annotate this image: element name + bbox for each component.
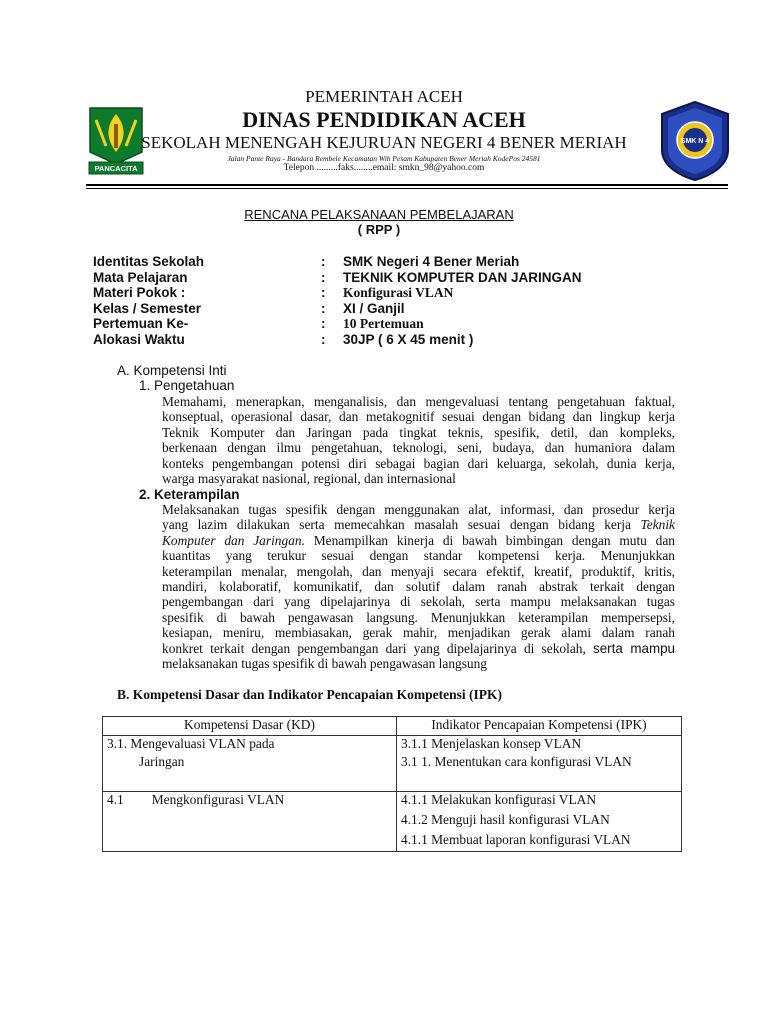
kd-number: 4.1: [107, 792, 124, 807]
identity-value: XI / Ganjil: [343, 301, 405, 316]
text-fragment: yang lazim dilakukan serta memecahkan masalah sesuai dengan bidang kerja: [162, 517, 641, 533]
text-line: Teknik Komputer dan Jaringan pada tingkat teknis, spesifik, detil, dan kompleks,: [162, 424, 675, 440]
identity-row: [93, 270, 693, 286]
identity-row: [93, 285, 693, 301]
ipk-text: 4.1.1 Membuat laporan konfigurasi VLAN: [401, 832, 631, 847]
identity-colon: :: [321, 254, 326, 269]
text-line: [162, 517, 675, 532]
text-line: spesifik di bawah pengawasan langsung. Menunjukkan keterampilan mempersepsi,: [162, 609, 675, 625]
table-header: Indikator Pencapaian Kompetensi (IPK): [397, 717, 682, 736]
identity-colon: :: [321, 285, 326, 300]
identity-colon: :: [321, 270, 326, 285]
table-cell-ipk: [397, 736, 682, 792]
identity-label: Alokasi Waktu: [93, 332, 185, 347]
identity-colon: :: [321, 332, 326, 347]
identity-row: [93, 316, 693, 332]
subsection-pengetahuan-heading: 1. Pengetahuan: [139, 378, 235, 393]
identity-value: 30JP ( 6 X 45 menit ): [343, 332, 474, 347]
ipk-text: 4.1.1 Melakukan konfigurasi VLAN: [401, 792, 597, 807]
kd-ipk-table: [102, 716, 682, 852]
text-fragment: Menampilkan kinerja di bawah bimbingan dengan mutu dan: [304, 532, 675, 548]
identity-value: Konfigurasi VLAN: [343, 285, 454, 300]
table-row: [103, 736, 682, 792]
letterhead-school: SEKOLAH MENENGAH KEJURUAN NEGERI 4 BENER MERIAH: [141, 133, 627, 152]
doc-subtitle: ( RPP ): [357, 222, 401, 237]
identity-colon: :: [321, 316, 326, 331]
table-header: Kompetensi Dasar (KD): [103, 717, 397, 736]
right-logo-text: SMK N 4: [680, 138, 710, 145]
identity-row: [93, 254, 693, 270]
text-line: kesiapan, meniru, membiasakan, gerak mahir, menjadikan gerak alami dalam ranah: [162, 625, 675, 641]
identity-label: Mata Pelajaran: [93, 270, 188, 285]
ipk-text: 3.1 1. Menentukan cara konfigurasi VLAN: [401, 754, 632, 769]
paragraph-pengetahuan: [162, 394, 675, 486]
text-line: Memahami, menerapkan, menganalisis, dan mengevaluasi tentang pengetahuan faktual,: [162, 394, 675, 409]
identity-row: [93, 332, 693, 348]
ipk-text: 4.1.2 Menguji hasil konfigurasi VLAN: [401, 812, 610, 827]
text-line: berkenaan dengan ilmu pengetahuan, teknologi, seni, budaya, dan humaniora dalam: [162, 440, 675, 456]
identity-label: Materi Pokok :: [93, 285, 186, 300]
identity-value: TEKNIK KOMPUTER DAN JARINGAN: [343, 270, 582, 285]
letterhead-rule-thick: [86, 184, 728, 186]
text-line: warga masyarakat nasional, regional, dan internasional: [162, 470, 456, 486]
text-line: kuantitas yang terukur sesuai dengan standar kompetensi kerja. Menunjukkan: [162, 548, 675, 564]
text-line: keterampilan menalar, mengolah, dan menyaji secara efektif, kreatif, produktif, kritis,: [162, 563, 675, 579]
kd-text: Jaringan: [139, 754, 185, 769]
section-b-heading: B. Kompetensi Dasar dan Indikator Pencapaian Kompetensi (IPK): [117, 687, 503, 702]
text-line: melaksanakan tugas spesifik di bawah pengawasan langsung: [162, 655, 488, 671]
paragraph-keterampilan: [162, 502, 675, 671]
identity-label: Identitas Sekolah: [93, 254, 205, 269]
text-line: konseptual, operasional dasar, dan metakognitif sesuai dengan bidang dan lingkup kerja: [162, 409, 675, 425]
table-cell-ipk: [397, 792, 682, 852]
table-row: [103, 792, 682, 852]
identity-value: 10 Pertemuan: [343, 316, 424, 331]
kd-text: Mengkonfigurasi VLAN: [151, 792, 285, 807]
identity-label: Kelas / Semester: [93, 301, 202, 316]
text-fragment: serta mampu: [593, 640, 676, 656]
left-logo-text: PANCACITA: [94, 164, 138, 173]
text-line: [162, 641, 675, 656]
text-line: mandiri, kolaboratif, komunikatif, dan solutif dalam ranah abstrak terkait dengan: [162, 578, 675, 594]
text-fragment: konkret terkait dengan pengembangan dari yang dipelajarinya di sekolah,: [162, 640, 594, 656]
ipk-text: 3.1.1 Menjelaskan konsep VLAN: [401, 736, 582, 751]
table-cell-kd: [103, 792, 397, 852]
identity-row: [93, 301, 693, 317]
identity-label: Pertemuan Ke-: [93, 316, 189, 331]
kd-text: 3.1. Mengevaluasi VLAN pada: [107, 736, 275, 751]
letterhead-office: DINAS PENDIDIKAN ACEH: [242, 107, 526, 132]
letterhead-address: Jalan Pante Raya - Bandara Rembele Kecamatan Wih Pesam Kabupaten Bener Meriah KodePos 24581: [227, 154, 541, 163]
text-fragment-italic: Komputer dan Jaringan.: [162, 532, 305, 548]
letterhead-rule-thin: [86, 188, 728, 189]
text-line: pengembangan dari yang dipelajarinya di sekolah, serta mampu melaksanakan tugas: [162, 594, 675, 610]
text-line: [162, 533, 675, 548]
subsection-keterampilan-heading: 2. Keterampilan: [139, 487, 240, 502]
text-line: Melaksanakan tugas spesifik dengan menggunakan alat, informasi, dan prosedur kerja: [162, 502, 675, 517]
letterhead-gov: PEMERINTAH ACEH: [305, 87, 463, 106]
identity-value: SMK Negeri 4 Bener Meriah: [343, 254, 520, 269]
identity-colon: :: [321, 301, 326, 316]
text-line: konteks pengembangan potensi diri sebagai bagian dari keluarga, sekolah, dunia kerja,: [162, 455, 675, 471]
table-header-row: [103, 717, 682, 736]
doc-title: RENCANA PELAKSANAAN PEMBELAJARAN: [244, 207, 514, 222]
table-cell-kd: [103, 736, 397, 792]
text-fragment-italic: Teknik: [640, 517, 675, 533]
letterhead-contact: Telepon .........faks........email: smkn_98@yahoo.com: [283, 163, 485, 173]
section-a-heading: A. Kompetensi Inti: [117, 363, 227, 378]
